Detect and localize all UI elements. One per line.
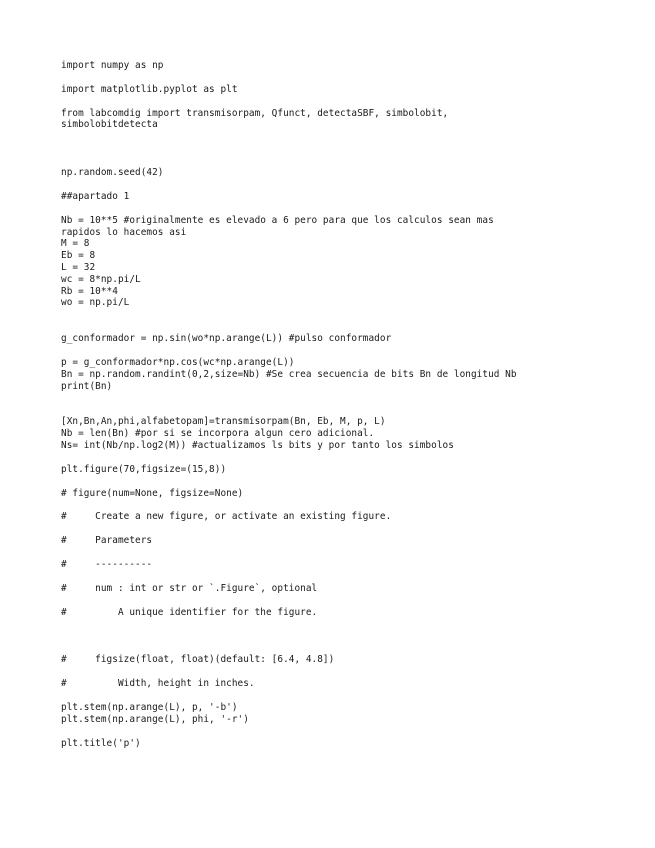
code-line: # ---------- (61, 558, 153, 570)
code-line: plt.stem(np.arange(L), p, '-b') (61, 701, 238, 713)
code-line: # figure(num=None, figsize=None) (61, 487, 244, 499)
code-paragraph (61, 416, 641, 451)
code-paragraph (61, 678, 641, 690)
code-line: L = 32 (61, 261, 96, 273)
code-paragraph (61, 583, 641, 595)
code-line: from labcomdig import transmisorpam, Qfunct, detectaSBF, simbolobit, (61, 107, 449, 119)
code-line: simbolobitdetecta (61, 119, 158, 131)
code-paragraph (61, 559, 641, 571)
code-line: import numpy as np (61, 60, 164, 71)
blank-space (61, 321, 641, 333)
code-paragraph (61, 738, 641, 750)
code-line: M = 8 (61, 238, 90, 250)
code-paragraph (61, 333, 641, 345)
code-line: np.random.seed(42) (61, 167, 164, 179)
code-line: Rb = 10**4 (61, 285, 118, 297)
blank-space (61, 404, 641, 416)
code-listing (61, 60, 641, 761)
code-line: print(Bn) (61, 380, 113, 392)
code-paragraph (61, 607, 641, 619)
code-line: plt.stem(np.arange(L), phi, '-r') (61, 713, 249, 725)
code-paragraph (61, 84, 641, 96)
code-paragraph (61, 108, 641, 132)
code-line: rapidos lo hacemos asi (61, 226, 187, 238)
code-paragraph (61, 60, 641, 72)
code-line: # Width, height in inches. (61, 678, 255, 690)
code-paragraph (61, 535, 641, 547)
code-paragraph (61, 167, 641, 179)
code-line: Eb = 8 (61, 250, 96, 262)
code-line: g_conformador = np.sin(wo*np.arange(L)) #pulso conformador (61, 333, 392, 345)
code-paragraph (61, 464, 641, 476)
code-paragraph (61, 488, 641, 500)
code-line: Nb = 10**5 #originalmente es elevado a 6 pero para que los calculos sean mas (61, 214, 494, 226)
code-paragraph (61, 191, 641, 203)
code-paragraph (61, 357, 641, 392)
blank-space (61, 630, 641, 654)
code-line: wo = np.pi/L (61, 297, 130, 309)
code-paragraph (61, 702, 641, 726)
blank-space (61, 143, 641, 167)
code-line: # figsize(float, float)(default: [6.4, 4.8]) (61, 654, 335, 666)
code-line: # Create a new figure, or activate an existing figure. (61, 511, 392, 523)
code-line: plt.figure(70,figsize=(15,8)) (61, 463, 227, 475)
code-line: plt.title('p') (61, 737, 141, 749)
code-line: # A unique identifier for the figure. (61, 606, 318, 618)
code-paragraph (61, 511, 641, 523)
code-line: import matplotlib.pyplot as plt (61, 83, 238, 95)
code-line: Bn = np.random.randint(0,2,size=Nb) #Se crea secuencia de bits Bn de longitud Nb (61, 368, 517, 380)
code-line: Ns= int(Nb/np.log2(M)) #actualizamos ls bits y por tanto los simbolos (61, 439, 454, 451)
code-line: # Parameters (61, 535, 153, 547)
code-line: Nb = len(Bn) #por si se incorpora algun cero adicional. (61, 428, 375, 440)
code-line: [Xn,Bn,An,phi,alfabetopam]=transmisorpam(Bn, Eb, M, p, L) (61, 416, 386, 428)
code-paragraph (61, 654, 641, 666)
code-line: wc = 8*np.pi/L (61, 273, 141, 285)
code-line: ##apartado 1 (61, 190, 130, 202)
code-paragraph (61, 215, 641, 309)
code-line: # num : int or str or `.Figure`, optional (61, 582, 318, 594)
code-line: p = g_conformador*np.cos(wc*np.arange(L)) (61, 356, 295, 368)
